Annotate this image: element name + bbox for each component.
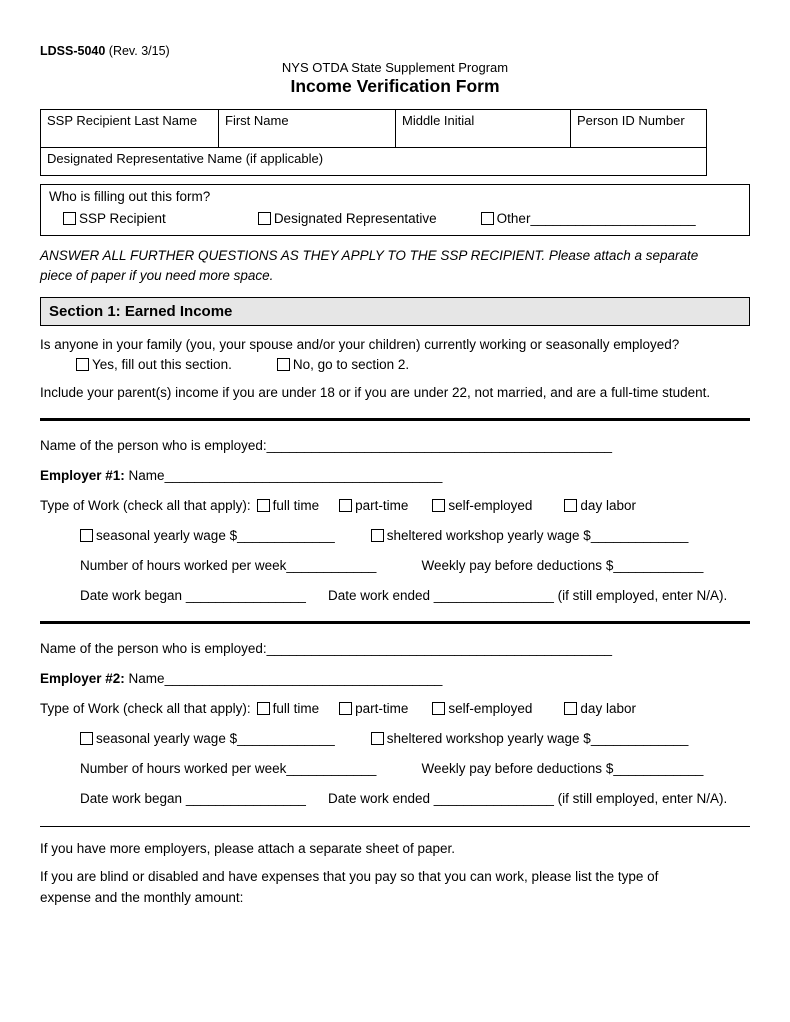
hours-pay-row	[40, 761, 750, 776]
yes-checkbox[interactable]	[76, 358, 89, 371]
date-ended-blank-line: ________________	[433, 790, 554, 806]
recipient-info-table	[40, 109, 707, 176]
first-name-label: First Name	[225, 113, 289, 128]
work-expenses-note: If you are blind or disabled and have expenses that you pay so that you can work, please list the type of expense and the monthly amount:	[40, 869, 659, 906]
self-employed-checkbox[interactable]	[432, 499, 445, 512]
hours-worked-field	[80, 761, 376, 776]
full-time-label: full time	[272, 497, 320, 513]
self-employed-label: self-employed	[448, 497, 533, 513]
other-checkbox[interactable]	[481, 212, 494, 225]
middle-initial-label: Middle Initial	[402, 113, 475, 128]
weekly-pay-field	[421, 558, 703, 573]
self-employed-checkbox[interactable]	[432, 702, 445, 715]
table-row	[41, 148, 707, 176]
last-name-label: SSP Recipient Last Name	[47, 113, 198, 128]
employer-block-2	[40, 641, 750, 806]
employer-name-label: Name	[124, 670, 165, 686]
self-employed-option	[432, 498, 532, 513]
employed-person-blank-line: ______________________________________________	[266, 640, 612, 656]
yes-option	[76, 357, 232, 372]
employer-name-blank-line: _____________________________________	[164, 467, 443, 483]
yes-label: Yes, fill out this section.	[92, 356, 232, 372]
date-ended-field	[328, 791, 727, 806]
employed-person-label: Name of the person who is employed:	[40, 640, 267, 656]
person-id-cell[interactable]	[571, 110, 707, 148]
full-time-option	[257, 701, 320, 716]
weekly-pay-field	[421, 761, 703, 776]
weekly-pay-label: Weekly pay before deductions $	[421, 557, 614, 573]
employed-person-label: Name of the person who is employed:	[40, 437, 267, 453]
date-ended-field	[328, 588, 727, 603]
part-time-label: part-time	[355, 700, 409, 716]
last-name-cell[interactable]	[41, 110, 219, 148]
employer-name-blank-line: _____________________________________	[164, 670, 443, 686]
section-1-question: Is anyone in your family (you, your spouse and/or your children) currently working or seasonally employed?	[40, 336, 680, 352]
more-employers-note: If you have more employers, please attach a separate sheet of paper.	[40, 840, 455, 856]
part-time-checkbox[interactable]	[339, 499, 352, 512]
part-time-label: part-time	[355, 497, 409, 513]
representative-label: Designated Representative Name (if applicable)	[47, 151, 324, 166]
employer-block-1	[40, 438, 750, 603]
sheltered-workshop-blank-line: _____________	[590, 527, 689, 543]
date-began-field	[80, 791, 306, 806]
ssp-recipient-label: SSP Recipient	[79, 211, 166, 226]
date-ended-note: (if still employed, enter N/A).	[553, 790, 728, 806]
first-name-cell[interactable]	[219, 110, 396, 148]
work-dates-row	[40, 791, 750, 806]
part-time-option	[339, 701, 408, 716]
other-blank-line: ______________________	[530, 211, 696, 226]
self-employed-label: self-employed	[448, 700, 533, 716]
day-labor-label: day labor	[580, 700, 636, 716]
employer-number-label: Employer #2:	[40, 670, 125, 686]
weekly-pay-blank-line: ____________	[613, 557, 704, 573]
page-title: Income Verification Form	[290, 76, 500, 96]
footer-divider	[40, 826, 750, 827]
who-options-row	[49, 211, 741, 226]
representative-cell[interactable]	[41, 148, 707, 176]
middle-initial-cell[interactable]	[396, 110, 571, 148]
day-labor-checkbox[interactable]	[564, 702, 577, 715]
weekly-pay-blank-line: ____________	[613, 760, 704, 776]
hours-worked-blank-line: ____________	[286, 557, 377, 573]
weekly-pay-label: Weekly pay before deductions $	[421, 760, 614, 776]
other-option	[481, 211, 696, 226]
program-name: NYS OTDA State Supplement Program	[281, 60, 509, 75]
seasonal-wage-blank-line: _____________	[237, 527, 335, 543]
hours-worked-field	[80, 558, 376, 573]
seasonal-wage-label: seasonal yearly wage $	[96, 730, 238, 746]
designated-representative-label: Designated Representative	[273, 211, 437, 226]
yes-no-row	[40, 357, 750, 372]
date-ended-label: Date work ended	[327, 790, 434, 806]
hours-worked-label: Number of hours worked per week	[80, 760, 287, 776]
date-began-field	[80, 588, 306, 603]
date-began-blank-line: ________________	[185, 790, 306, 806]
other-label: Other	[496, 211, 531, 226]
date-ended-note: (if still employed, enter N/A).	[553, 587, 728, 603]
date-ended-blank-line: ________________	[433, 587, 554, 603]
date-began-label: Date work began	[80, 790, 186, 806]
employer-number-label: Employer #1:	[40, 467, 125, 483]
full-time-option	[257, 498, 320, 513]
full-time-checkbox[interactable]	[257, 702, 270, 715]
answer-all-notice: ANSWER ALL FURTHER QUESTIONS AS THEY APPLY TO THE SSP RECIPIENT. Please attach a separate piece of paper if you need more space.	[40, 248, 699, 284]
part-time-option	[339, 498, 408, 513]
day-labor-option	[564, 701, 636, 716]
table-row	[41, 110, 707, 148]
seasonal-wage-option	[80, 731, 335, 746]
designated-representative-checkbox[interactable]	[258, 212, 271, 225]
sheltered-workshop-checkbox[interactable]	[371, 732, 384, 745]
employed-person-row	[40, 438, 750, 453]
sheltered-workshop-label: sheltered workshop yearly wage $	[386, 730, 591, 746]
full-time-checkbox[interactable]	[257, 499, 270, 512]
work-dates-row	[40, 588, 750, 603]
parents-income-note: Include your parent(s) income if you are under 18 or if you are under 22, not married, and are a full-time student.	[40, 384, 711, 400]
hours-worked-label: Number of hours worked per week	[80, 557, 287, 573]
section-1-header: Section 1: Earned Income	[40, 297, 750, 326]
form-number: LDSS-5040	[40, 44, 106, 58]
sheltered-workshop-option	[371, 528, 689, 543]
no-label: No, go to section 2.	[292, 356, 410, 372]
seasonal-wage-blank-line: _____________	[237, 730, 335, 746]
no-option	[277, 357, 409, 372]
day-labor-checkbox[interactable]	[564, 499, 577, 512]
day-labor-label: day labor	[580, 497, 636, 513]
employer-name-row	[40, 671, 750, 686]
sheltered-workshop-option	[371, 731, 689, 746]
day-labor-option	[564, 498, 636, 513]
seasonal-wage-checkbox[interactable]	[80, 732, 93, 745]
sheltered-workshop-blank-line: _____________	[590, 730, 689, 746]
who-filling-box	[40, 184, 750, 236]
employer-name-label: Name	[124, 467, 165, 483]
ssp-recipient-option	[63, 211, 166, 226]
date-began-blank-line: ________________	[185, 587, 306, 603]
date-began-label: Date work began	[80, 587, 186, 603]
seasonal-wage-option	[80, 528, 335, 543]
employer-name-row	[40, 468, 750, 483]
part-time-checkbox[interactable]	[339, 702, 352, 715]
designated-representative-option	[258, 211, 437, 226]
yearly-wage-row	[40, 528, 750, 543]
person-id-label: Person ID Number	[577, 113, 685, 128]
seasonal-wage-checkbox[interactable]	[80, 529, 93, 542]
sheltered-workshop-checkbox[interactable]	[371, 529, 384, 542]
date-ended-label: Date work ended	[327, 587, 434, 603]
type-of-work-label: Type of Work (check all that apply):	[40, 497, 251, 513]
no-checkbox[interactable]	[277, 358, 290, 371]
type-of-work-label: Type of Work (check all that apply):	[40, 700, 251, 716]
section-divider	[40, 418, 750, 421]
seasonal-wage-label: seasonal yearly wage $	[96, 527, 238, 543]
form-number-line	[40, 44, 750, 58]
who-question: Who is filling out this form?	[49, 189, 211, 204]
sheltered-workshop-label: sheltered workshop yearly wage $	[386, 527, 591, 543]
yearly-wage-row	[40, 731, 750, 746]
type-of-work-row	[40, 701, 750, 716]
employed-person-blank-line: ______________________________________________	[266, 437, 612, 453]
form-revision: (Rev. 3/15)	[105, 44, 170, 58]
hours-pay-row	[40, 558, 750, 573]
ssp-recipient-checkbox[interactable]	[63, 212, 76, 225]
employer-divider	[40, 621, 750, 624]
hours-worked-blank-line: ____________	[286, 760, 377, 776]
self-employed-option	[432, 701, 532, 716]
employed-person-row	[40, 641, 750, 656]
full-time-label: full time	[272, 700, 320, 716]
type-of-work-row	[40, 498, 750, 513]
